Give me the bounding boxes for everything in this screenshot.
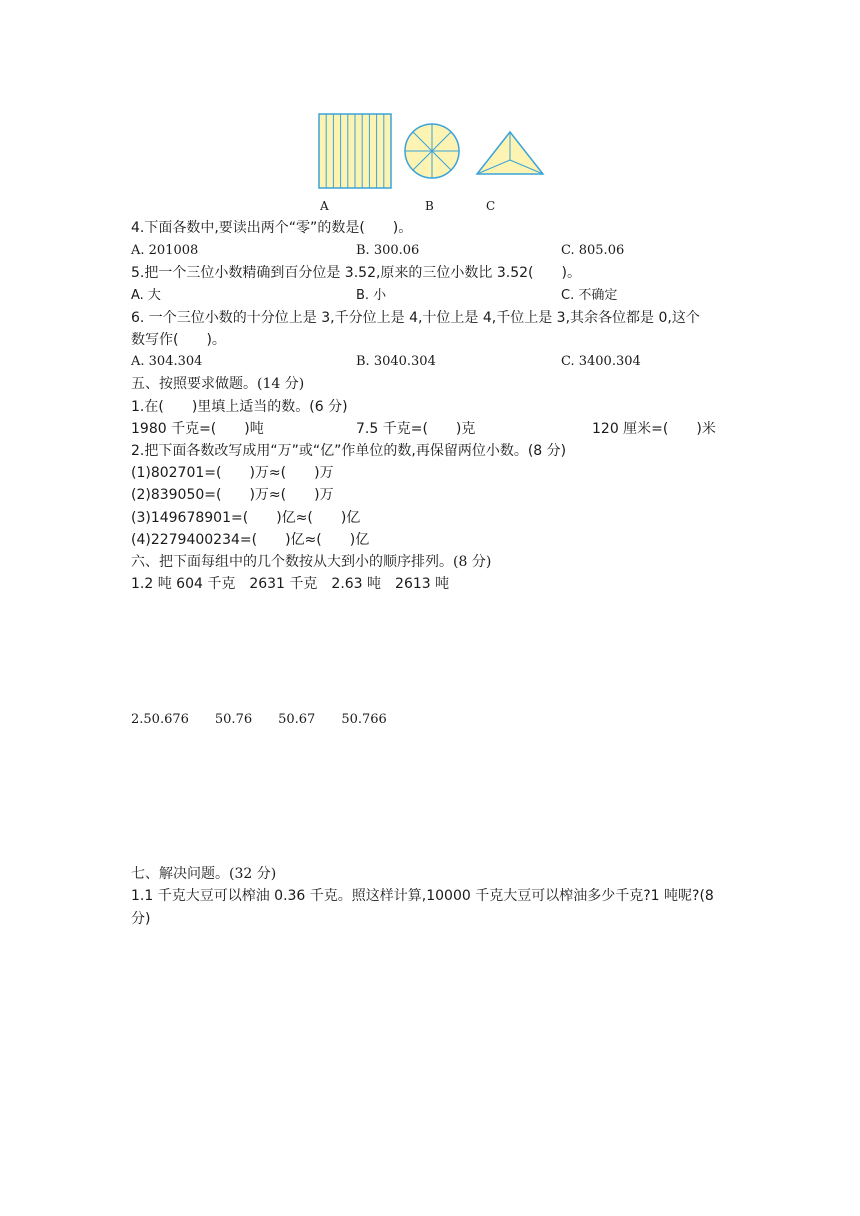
- section5-title: 五、按照要求做题。(14 分): [131, 376, 305, 392]
- figure-triangle-divided: [475, 130, 545, 176]
- q4-option-a: A. 201008: [131, 243, 199, 258]
- q6-option-a: A. 304.304: [131, 354, 203, 369]
- section5-q1-title: 1.在( )里填上适当的数。(6 分): [131, 399, 348, 415]
- section7-q1-line1: 1.1 千克大豆可以榨油 0.36 千克。照这样计算,10000 千克大豆可以榨油多少千克?1 吨呢?(8: [131, 888, 714, 904]
- section5-q1-item-2: 7.5 千克=( )克: [356, 421, 476, 437]
- section7-title: 七、解决问题。(32 分): [131, 866, 277, 882]
- section7-q1-line2: 分): [131, 911, 151, 927]
- figure-label-a: A: [320, 199, 329, 213]
- section5-q1-item-3: 120 厘米=( )米: [592, 421, 716, 437]
- section5-q2-item-1: (1)802701=( )万≈( )万: [131, 465, 334, 481]
- figure-label-c: C: [486, 199, 496, 213]
- figure-rectangle-divided: [318, 113, 392, 189]
- q6-option-b: B. 3040.304: [356, 354, 436, 369]
- q6-stem-line2: 数写作( )。: [131, 332, 226, 348]
- section5-q2-item-2: (2)839050=( )万≈( )万: [131, 487, 334, 503]
- q4-option-b: B. 300.06: [356, 243, 420, 258]
- section5-q2-item-3: (3)149678901=( )亿≈( )亿: [131, 510, 361, 526]
- q4-option-c: C. 805.06: [561, 243, 625, 258]
- q5-option-a: A. 大: [131, 288, 161, 303]
- q5-option-c: C. 不确定: [561, 288, 618, 303]
- section5-q2-title: 2.把下面各数改写成用“万”或“亿”作单位的数,再保留两位小数。(8 分): [131, 443, 567, 459]
- section6-title: 六、把下面每组中的几个数按从大到小的顺序排列。(8 分): [131, 554, 492, 570]
- section5-q2-item-4: (4)2279400234=( )亿≈( )亿: [131, 532, 370, 548]
- section5-q1-item-1: 1980 千克=( )吨: [131, 421, 264, 437]
- figure-label-b: B: [425, 199, 434, 213]
- section6-group-2: 2.50.676 50.76 50.67 50.766: [131, 712, 387, 727]
- figure-circle-divided: [403, 122, 461, 180]
- q6-option-c: C. 3400.304: [561, 354, 641, 369]
- section6-group-1: 1.2 吨 604 千克 2631 千克 2.63 吨 2613 吨: [131, 576, 450, 592]
- q5-stem: 5.把一个三位小数精确到百分位是 3.52,原来的三位小数比 3.52( )。: [131, 265, 581, 281]
- q5-option-b: B. 小: [356, 288, 387, 303]
- q4-stem: 4.下面各数中,要读出两个“零”的数是( )。: [131, 220, 413, 236]
- q6-stem-line1: 6. 一个三位小数的十分位上是 3,千分位上是 4,十位上是 4,千位上是 3,其余各位都是 0,这个: [131, 310, 700, 326]
